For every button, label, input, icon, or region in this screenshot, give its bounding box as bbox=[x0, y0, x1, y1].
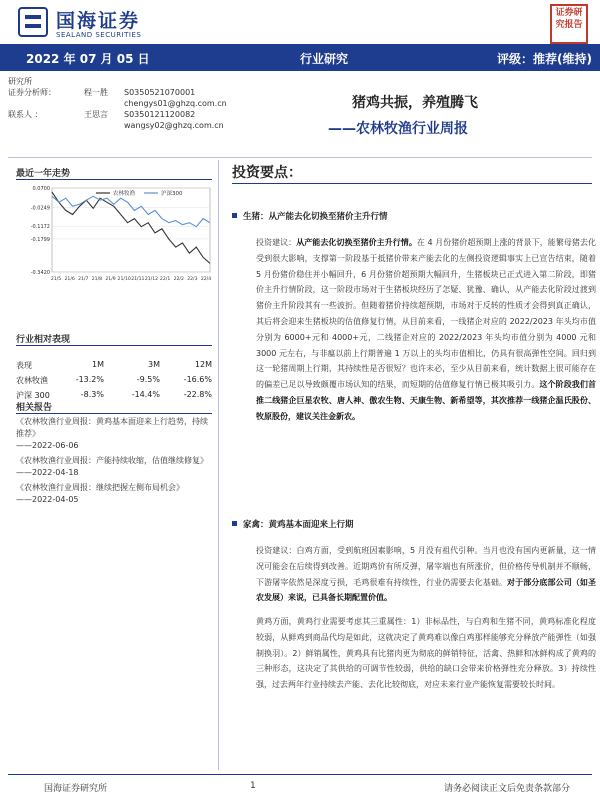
footer-divider bbox=[8, 774, 592, 775]
legend-label-csi300: 沪深300 bbox=[161, 191, 183, 197]
table-header-row: 表现 1M 3M 12M bbox=[16, 360, 212, 370]
x-tick-label: 21/9 bbox=[105, 277, 116, 282]
trend-chart bbox=[14, 185, 214, 293]
report-category: 行业研究 bbox=[300, 52, 349, 66]
x-tick-label: 22/4 bbox=[200, 277, 212, 282]
hog-paragraph: 投资建议：从产能去化切换至猪价主升行情。在 4 月份猪价超预期上涨的背景下，能繁母猪去化受到很大影响，支撑第一阶段基于抵猪价带来产能去化的左侧投资逻辑事实上已宣告结束，随着 5 月份猪价稳住并小幅回升，6 月份猪价超预期大幅回升，生猪板块已正式进入第二阶段，即猪价主升行情阶段，这一阶段市场对于生猪板块经历了怎疑、犹豫、确认，从产能去化阶段过渡到猪价主升阶段其有一些波折。但随着猪价持续超预期，市场对于反转的性质才会得到真正确认，其后将会迎来生猪板块的估值修复行情，从目前来看，一线猪企对应的 2022/2023 年头均市值分别为 6000+元和 4000+元，二线猪企对应的 2022/2023 年头均市值分别为 4000 元和 3000 元左右，与非瘟以前上行期普遍 1 万以上的头均市值相比，仍具有很高弹性空间。回归到这一轮猪周期上行期，其持续性是否很短？也许未必，至少从目前来看，统计数据上很可能存在的偏差已足以导致颇覆市场认知的结果，而短期的估值修复行情已极其吸引力。这个阶段我们首推二线猪企巨星农牧、唐人神、傲农生物、天康生物、新希望等，其次推荐一线猪企温氏股份、牧原股份，建议关注金新农。 bbox=[256, 238, 597, 421]
related-reports bbox=[16, 416, 212, 509]
analyst-info bbox=[8, 76, 228, 131]
related-report-item[interactable]: 《农林牧渔行业周报：继续把握左侧布局机会》 ——2022-04-05 bbox=[16, 483, 184, 504]
x-tick-label: 21/10 bbox=[117, 277, 131, 282]
y-tick-label: -0.3420 bbox=[30, 270, 50, 276]
related-report-item[interactable]: 《农林牧渔行业周报：黄鸡基本面迎来上行趋势，持续推荐》 ——2022-06-06 bbox=[16, 417, 208, 450]
footer-institute: 国海证券研究所 bbox=[44, 784, 108, 794]
brand-name-en: SEALAND SECURITIES bbox=[56, 31, 142, 39]
related-heading: 相关报告 bbox=[16, 403, 53, 413]
page-number: 1 bbox=[250, 781, 256, 791]
analyst-row: chengys01@ghzq.com.cn bbox=[124, 99, 227, 108]
x-tick-label: 21/12 bbox=[144, 277, 159, 282]
report-stamp: 证券研究报告 bbox=[550, 4, 588, 44]
analyst-row: wangsy02@ghzq.com.cn bbox=[124, 121, 224, 130]
y-tick-label: 0.0700 bbox=[32, 186, 50, 192]
report-rating: 评级：推荐(维持) bbox=[497, 52, 592, 66]
x-tick-label: 21/8 bbox=[91, 277, 103, 282]
poultry-paragraph-1: 投资建议：白鸡方面，受到航班因素影响，5 月没有祖代引种。当月也没有国内更新量，这一情况可能会在后续得到改善。近期鸡价有所反弹，屠宰端也有所涨价，但价格传导机制并不顺畅，下游屠宰依然是深度亏损，毛鸡很难有持续性，行业仍需要去化基础。对于部分底部公司（如圣农发展）来说，已具备长期配置价值。 bbox=[256, 546, 597, 603]
report-title: 猪鸡共振，养殖腾飞 bbox=[352, 95, 478, 111]
section-heading-poultry: 家禽：黄鸡基本面迎来上行期 bbox=[232, 518, 354, 530]
brand-logo-icon bbox=[18, 7, 48, 37]
analyst-row: 证券分析师： 程一胜 S0350521070001 bbox=[8, 88, 196, 97]
brand-name-cn: 国海证券 bbox=[56, 10, 141, 32]
x-tick-label: 21/5 bbox=[50, 277, 62, 282]
report-date: 2022 年 07 月 05 日 bbox=[26, 52, 150, 66]
y-tick-label: -0.0249 bbox=[30, 205, 50, 212]
trend-heading: 最近一年走势 bbox=[16, 169, 71, 179]
x-tick-label: 22/3 bbox=[187, 277, 198, 282]
table-row: 沪深 300 -8.3% -14.4% -22.8% bbox=[16, 390, 212, 400]
performance-heading-line bbox=[16, 345, 212, 346]
performance-heading: 行业相对表现 bbox=[16, 335, 71, 345]
section-heading-hog: 生猪：从产能去化切换至猪价主升行情 bbox=[232, 210, 388, 222]
y-tick-label: -0.1172 bbox=[30, 224, 50, 231]
sidebar-divider bbox=[218, 160, 219, 770]
legend-label-industry: 农林牧渔 bbox=[113, 191, 136, 197]
bullet-square-icon bbox=[232, 213, 237, 218]
x-tick-label: 22/1 bbox=[159, 277, 171, 282]
footer-disclaimer[interactable]: 请务必阅读正文后免责条款部分 bbox=[443, 784, 570, 794]
analyst-row: 联系人 ： 王思言 S0350121120082 bbox=[8, 110, 196, 119]
x-tick-label: 21/11 bbox=[131, 277, 145, 282]
top-divider bbox=[8, 157, 592, 158]
x-tick-label: 21/6 bbox=[64, 277, 75, 282]
chart-frame bbox=[52, 188, 210, 272]
key-points-heading: 投资要点： bbox=[232, 165, 302, 181]
report-subtitle: ——农林牧渔行业周报 bbox=[328, 121, 468, 137]
x-tick-label: 21/7 bbox=[78, 277, 89, 282]
brand-logo bbox=[18, 5, 198, 45]
table-row: 农林牧渔 -13.2% -9.5% -16.6% bbox=[16, 375, 212, 385]
chart-legend bbox=[96, 189, 183, 197]
related-heading-line bbox=[16, 413, 212, 414]
x-tick-label: 22/2 bbox=[173, 277, 184, 282]
related-report-item[interactable]: 《农林牧渔行业周报：产能持续收缩，估值继续修复》 ——2022-04-18 bbox=[16, 456, 208, 477]
series-line-industry bbox=[52, 192, 210, 263]
poultry-paragraph-2: 黄鸡方面，黄鸡行业需要考虑其三重属性：1）非标品性，与白鸡和生猪不同，黄鸡标准化程度较弱，从鲜鸡到商品代均是如此，这就决定了黄鸡难以像白鸡那样能够充分释放产能弹性（如强制换羽）。2）鲜销属性，黄鸡具有比猪肉更为彻底的鲜销特征，活禽、热鲜和冰鲜构成了黄鸡的三种形态，这决定了其供给的可调节性较弱，供给的缺口会带来价格弹性充分释放。3）持续性强，过去两年行业持续去产能、去化比较彻底，对应未来行业产能恢复需要较长时间。 bbox=[256, 617, 596, 690]
analyst-section-label: 研究所 bbox=[8, 77, 32, 86]
bullet-square-icon bbox=[232, 521, 237, 526]
key-points-heading-line bbox=[232, 183, 592, 184]
header-banner bbox=[0, 44, 600, 71]
performance-table bbox=[16, 358, 212, 403]
y-tick-label: -0.1799 bbox=[30, 236, 50, 243]
trend-heading-line bbox=[16, 179, 212, 180]
